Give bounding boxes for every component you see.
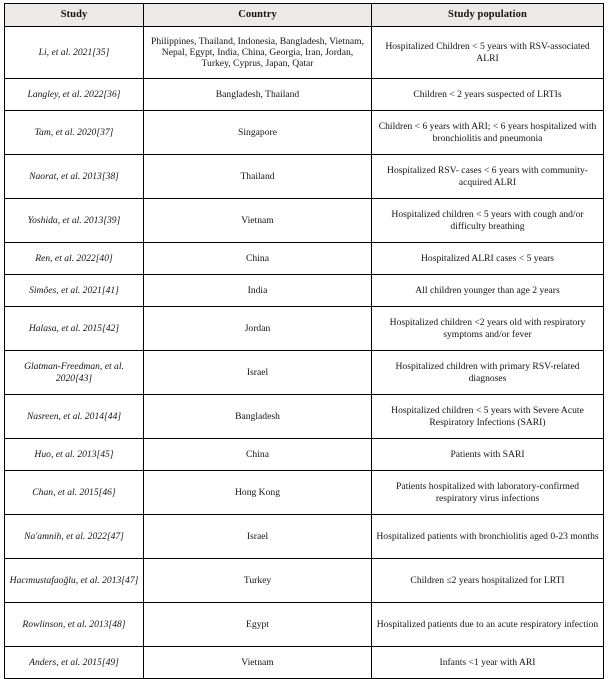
cell-study-population: Hospitalized Children < 5 years with RSV-associated ALRI — [372, 27, 604, 79]
table-row — [5, 307, 604, 351]
cell-country: Vietnam — [144, 647, 372, 679]
cell-country: Jordan — [144, 307, 372, 351]
cell-study-population: Children ≤2 years hospitalized for LRTI — [372, 559, 604, 603]
table-row — [5, 471, 604, 515]
column-header-study: Study — [5, 4, 144, 27]
table-row — [5, 647, 604, 679]
cell-study-population: Hospitalized ALRI cases < 5 years — [372, 243, 604, 275]
table-row — [5, 395, 604, 439]
cell-study: Hacımustafaoğlu, et al. 2013[47] — [5, 559, 144, 603]
table-row — [5, 243, 604, 275]
cell-study: Rowlinson, et al. 2013[48] — [5, 603, 144, 647]
cell-study-population: Hospitalized children < 5 years with cough and/or difficulty breathing — [372, 199, 604, 243]
cell-country: Israel — [144, 351, 372, 395]
cell-study: Langley, et al. 2022[36] — [5, 79, 144, 111]
cell-study: Chan, et al. 2015[46] — [5, 471, 144, 515]
cell-study: Ren, et al. 2022[40] — [5, 243, 144, 275]
cell-study-population: Children < 2 years suspected of LRTIs — [372, 79, 604, 111]
table-row — [5, 439, 604, 471]
table-row — [5, 79, 604, 111]
cell-study: Anders, et al. 2015[49] — [5, 647, 144, 679]
cell-study-population: Hospitalized children with primary RSV-related diagnoses — [372, 351, 604, 395]
cell-study-population: Hospitalized RSV- cases < 6 years with community-acquired ALRI — [372, 155, 604, 199]
cell-study: Tam, et al. 2020[37] — [5, 111, 144, 155]
table-row — [5, 559, 604, 603]
cell-study-population: Hospitalized patients due to an acute respiratory infection — [372, 603, 604, 647]
table-row — [5, 515, 604, 559]
column-header-country: Country — [144, 4, 372, 27]
cell-country: Vietnam — [144, 199, 372, 243]
cell-study-population: Patients hospitalized with laboratory-confirmed respiratory virus infections — [372, 471, 604, 515]
table-row — [5, 199, 604, 243]
cell-study-population: Hospitalized children < 5 years with Severe Acute Respiratory Infections (SARI) — [372, 395, 604, 439]
cell-study-population: Patients with SARI — [372, 439, 604, 471]
cell-study: Yoshida, et al. 2013[39] — [5, 199, 144, 243]
cell-country: Bangladesh — [144, 395, 372, 439]
cell-study-population: Children < 6 years with ARI; < 6 years hospitalized with bronchiolitis and pneumonia — [372, 111, 604, 155]
table-row — [5, 27, 604, 79]
table-row — [5, 351, 604, 395]
cell-country: Philippines, Thailand, Indonesia, Bangladesh, Vietnam, Nepal, Egypt, India, China, Georgia, Iran, Jordan, Turkey, Cyprus, Japan, Qatar — [144, 27, 372, 79]
cell-country: Bangladesh, Thailand — [144, 79, 372, 111]
cell-study: Nasreen, et al. 2014[44] — [5, 395, 144, 439]
cell-study: Huo, et al. 2013[45] — [5, 439, 144, 471]
cell-study: Simões, et al. 2021[41] — [5, 275, 144, 307]
table-header-row — [5, 4, 604, 27]
table-header — [5, 4, 604, 27]
cell-country: China — [144, 439, 372, 471]
table-row — [5, 111, 604, 155]
cell-country: Turkey — [144, 559, 372, 603]
cell-country: Israel — [144, 515, 372, 559]
cell-country: Hong Kong — [144, 471, 372, 515]
cell-study-population: Hospitalized children <2 years old with respiratory symptoms and/or fever — [372, 307, 604, 351]
cell-study: Li, et al. 2021[35] — [5, 27, 144, 79]
table-row — [5, 275, 604, 307]
table-row — [5, 155, 604, 199]
cell-study: Naorat, et al. 2013[38] — [5, 155, 144, 199]
cell-study: Glatman-Freedman, et al. 2020[43] — [5, 351, 144, 395]
table-body — [5, 27, 604, 679]
cell-study-population: All children younger than age 2 years — [372, 275, 604, 307]
cell-country: India — [144, 275, 372, 307]
cell-study-population: Infants <1 year with ARI — [372, 647, 604, 679]
cell-study: Halasa, et al. 2015[42] — [5, 307, 144, 351]
study-characteristics-table — [4, 3, 604, 679]
column-header-population: Study population — [372, 4, 604, 27]
cell-study-population: Hospitalized patients with bronchiolitis aged 0-23 months — [372, 515, 604, 559]
cell-country: Singapore — [144, 111, 372, 155]
cell-study: Na'amnih, et al. 2022[47] — [5, 515, 144, 559]
cell-country: China — [144, 243, 372, 275]
table-row — [5, 603, 604, 647]
cell-country: Egypt — [144, 603, 372, 647]
cell-country: Thailand — [144, 155, 372, 199]
